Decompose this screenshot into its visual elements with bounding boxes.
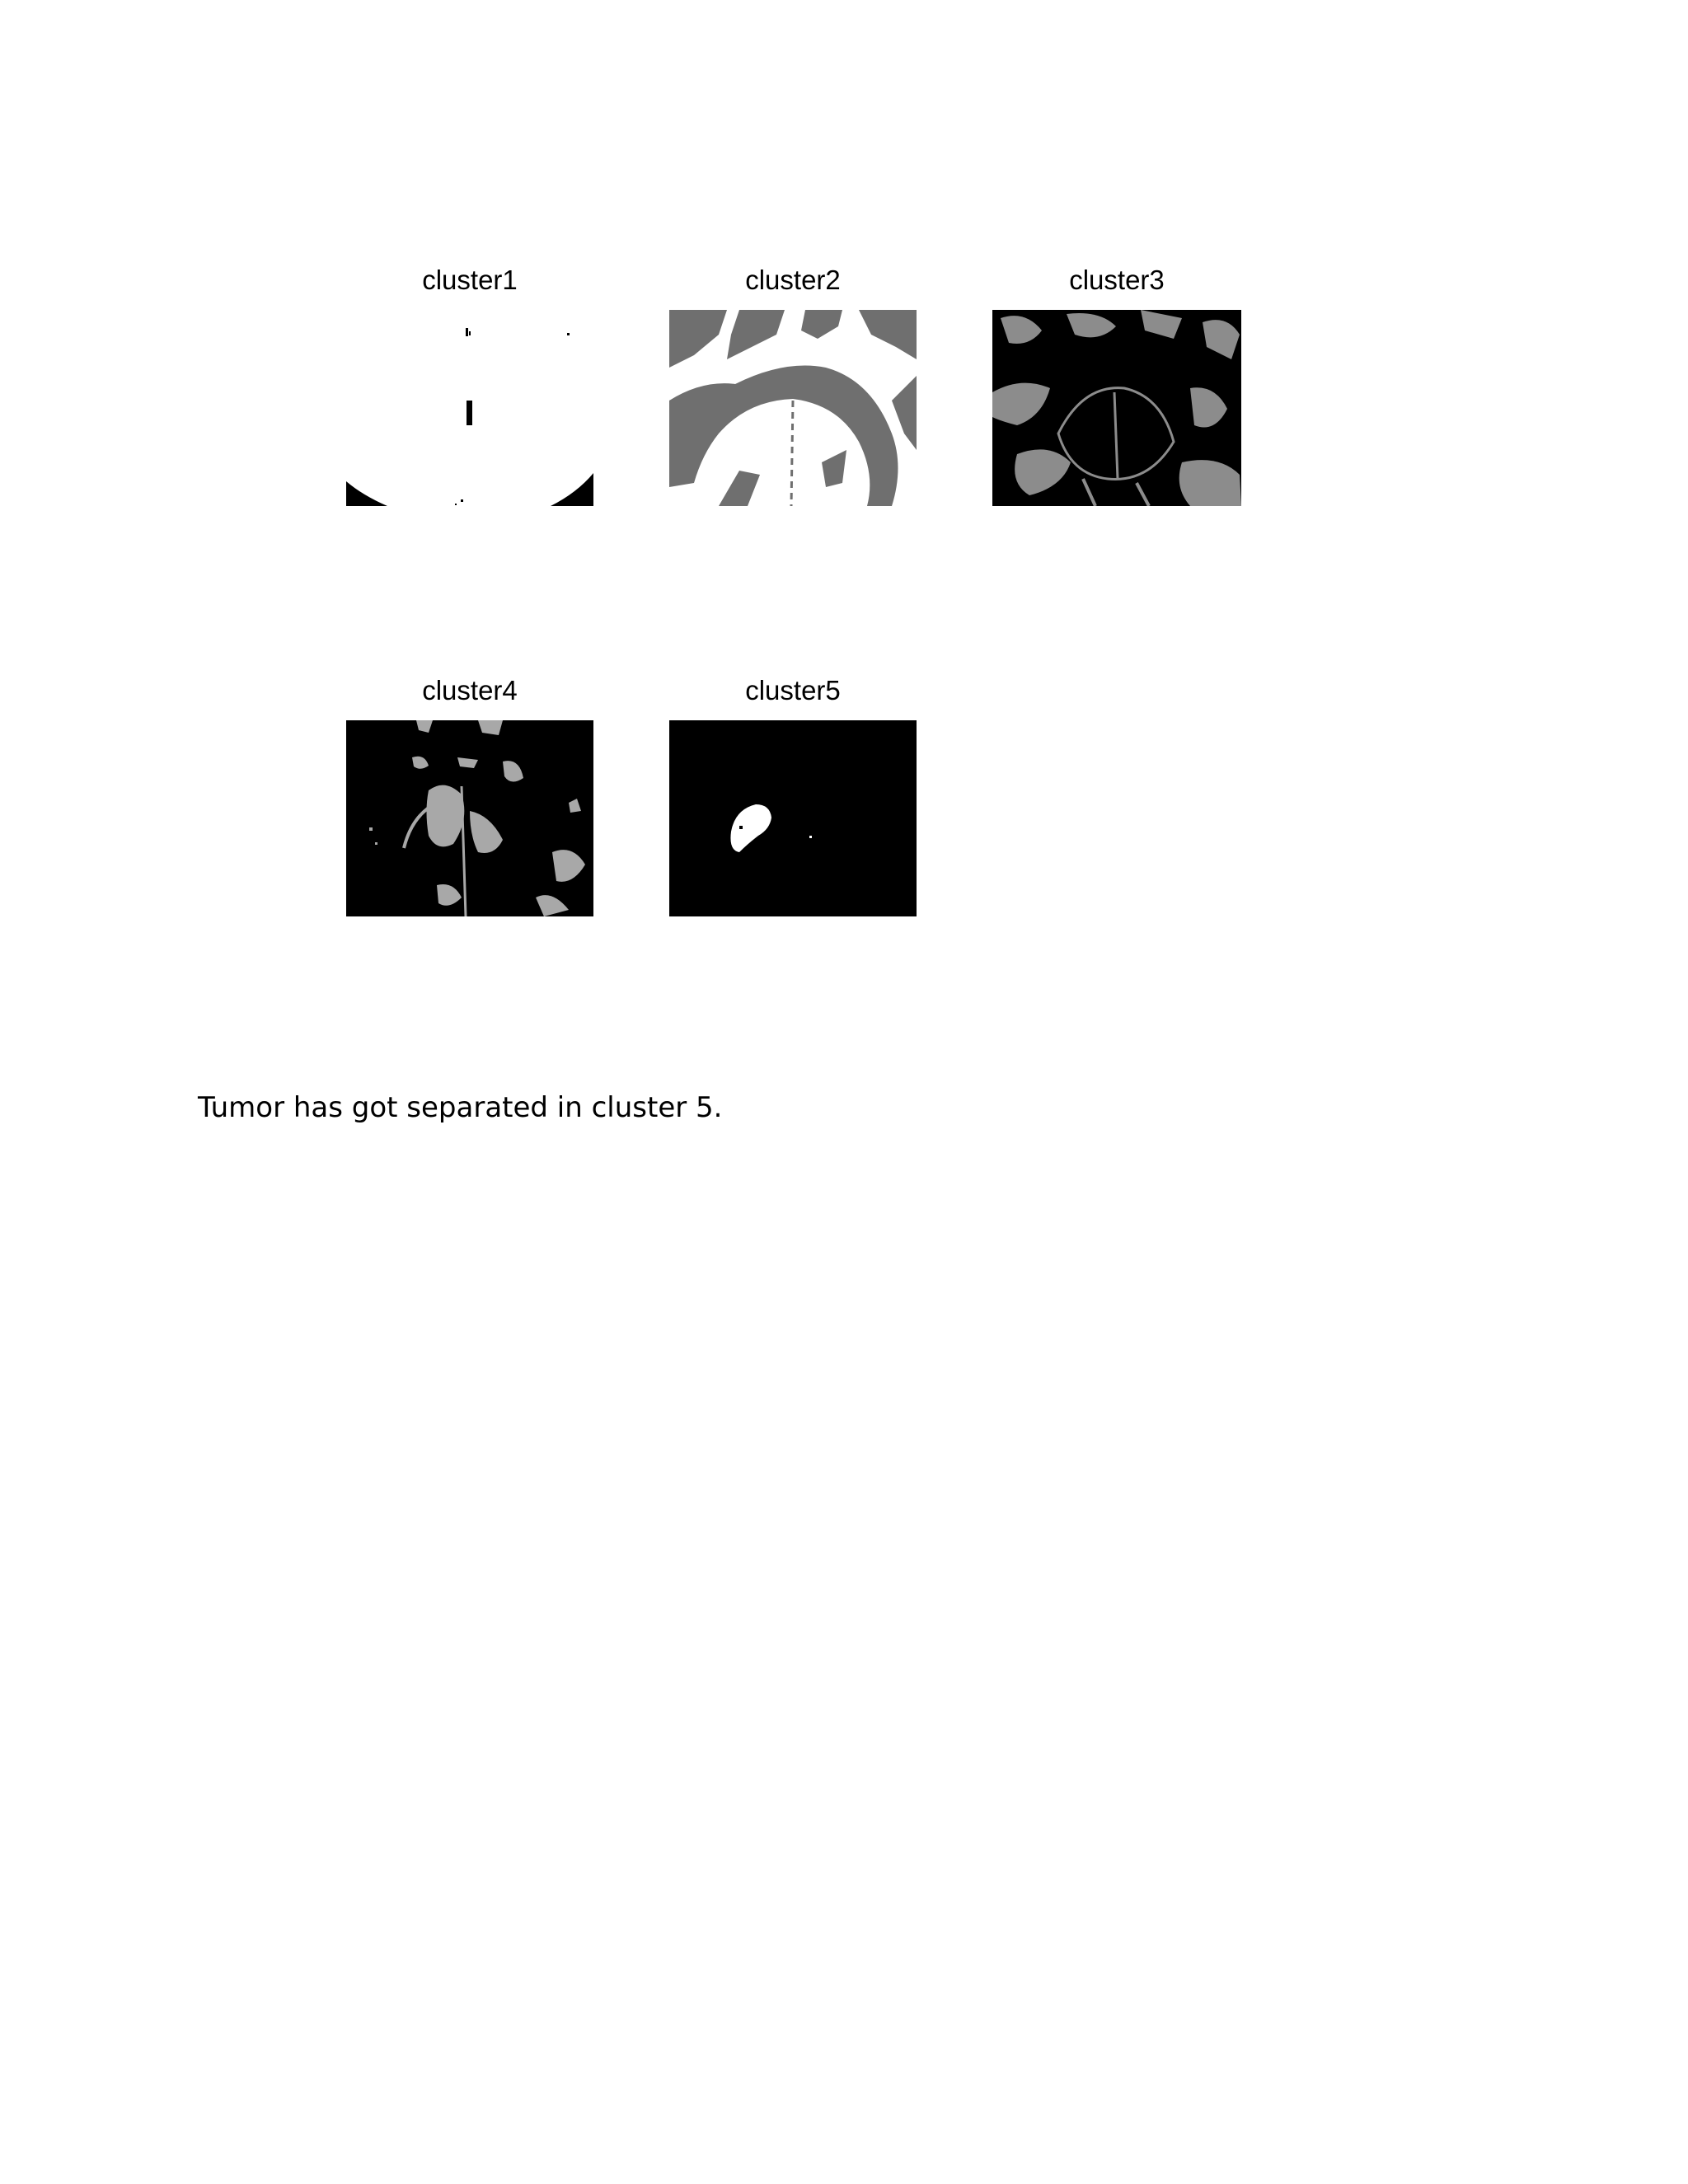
cluster1-panel: [346, 264, 593, 511]
cluster5-title: cluster5: [745, 675, 841, 705]
cluster1-image: [346, 310, 593, 506]
caption-text: Tumor has got separated in cluster 5.: [198, 1091, 723, 1124]
cluster4-title: cluster4: [422, 675, 518, 705]
cluster5-image: [669, 720, 917, 916]
cluster2-image: [669, 310, 917, 506]
cluster2-title: cluster2: [745, 265, 841, 295]
cluster3-panel: [992, 264, 1241, 511]
cluster2-panel: [669, 264, 917, 511]
cluster4-panel: [346, 674, 593, 921]
cluster3-title: cluster3: [1069, 265, 1165, 295]
cluster1-title: cluster1: [422, 265, 518, 295]
cluster3-image: [992, 310, 1241, 506]
cluster4-image: [346, 720, 593, 916]
cluster5-panel: [669, 674, 917, 921]
